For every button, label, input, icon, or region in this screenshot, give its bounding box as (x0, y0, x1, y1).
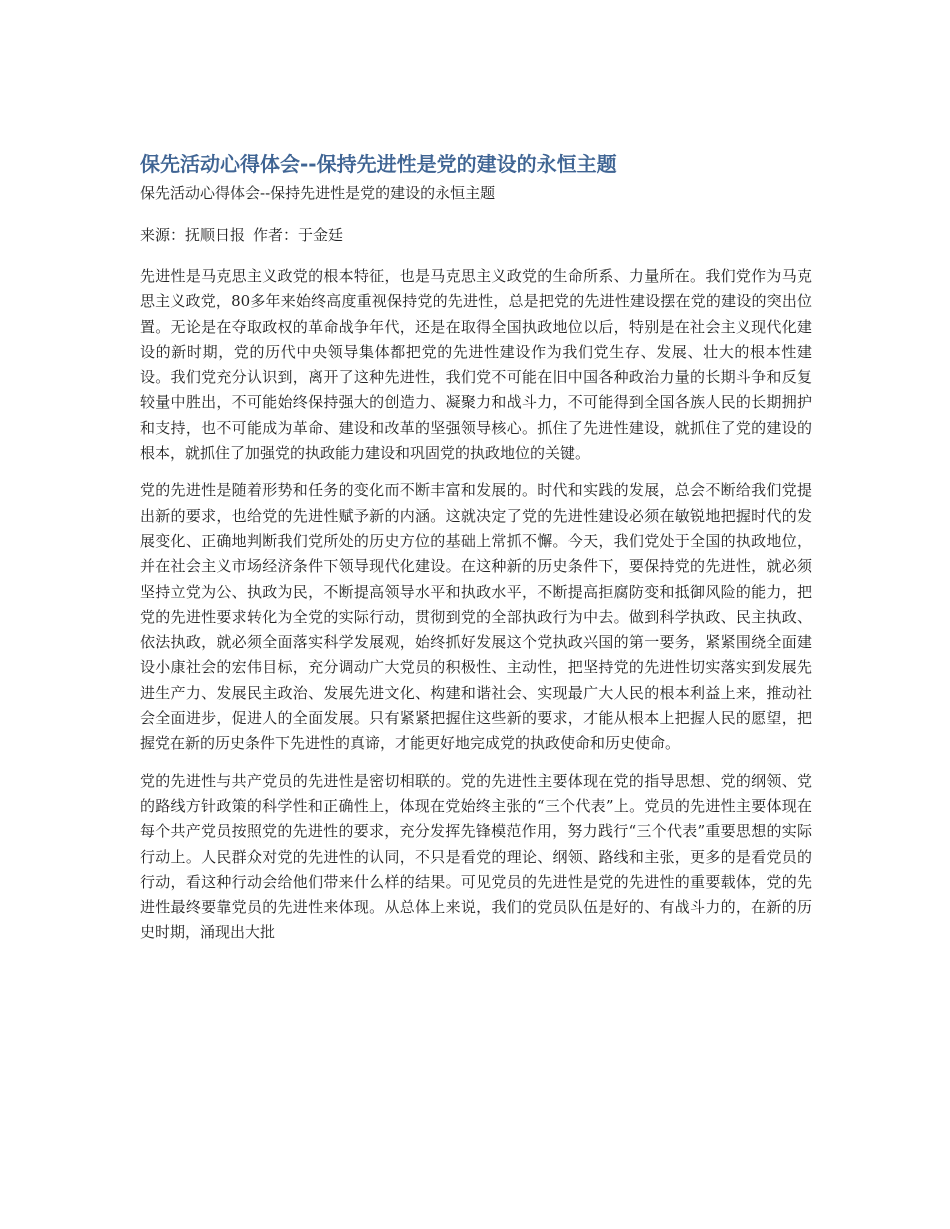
source-value: 抚顺日报 (185, 226, 246, 244)
source-line (140, 224, 812, 246)
document-title: 保先活动心得体会--保持先进性是党的建设的永恒主题 (140, 152, 617, 176)
paragraph-3: 党的先进性与共产党员的先进性是密切相联的。党的先进性主要体现在党的指导思想、党的纲领、党的路线方针政策的科学性和正确性上，体现在党始终主张的“三个代表”上。党员的先进性主要体现在每个共产党员按照党的先进性的要求，充分发挥先锋模范作用，努力践行“三个代表”重要思想的实际行动上。人民群众对党的先进性的认同，不只是看党的理论、纲领、路线和主张，更多的是看党员的行动，看这种行动会给他们带来什么样的结果。可见党员的先进性是党的先进性的重要载体，党的先进性最终要靠党员的先进性来体现。从总体上来说，我们的党员队伍是好的、有战斗力的，在新的历史时期，涌现出大批 (140, 771, 812, 942)
document-page (140, 150, 812, 946)
author-label: 作者： (253, 226, 299, 244)
paragraph-2: 党的先进性是随着形势和任务的变化而不断丰富和发展的。时代和实践的发展，总会不断给我们党提出新的要求，也给党的先进性赋予新的内涵。这就决定了党的先进性建设必须在敏锐地把握时代的发展变化、正确地判断我们党所处的历史方位的基础上常抓不懈。今天，我们党处于全国的执政地位，并在社会主义市场经济条件下领导现代化建设。在这种新的历史条件下，要保持党的先进性，就必须坚持立党为公、执政为民，不断提高领导水平和执政水平，不断提高拒腐防变和抵御风险的能力，把党的先进性要求转化为全党的实际行动，贯彻到党的全部执政行为中去。做到科学执政、民主执政、依法执政，就必须全面落实科学发展观，始终抓好发展这个党执政兴国的第一要务，紧紧围绕全面建设小康社会的宏伟目标，充分调动广大党员的积极性、主动性，把坚持党的先进性切实落实到发展先进生产力、发展民主政治、发展先进文化、构建和谐社会、实现最广大人民的根本利益上来，推动社会全面进步，促进人的全面发展。只有紧紧把握住这些新的要求，才能从根本上把握人民的愿望，把握党在新的历史条件下先进性的真谛，才能更好地完成党的执政使命和历史使命。 (140, 481, 812, 753)
document-subtitle: 保先活动心得体会--保持先进性是党的建设的永恒主题 (140, 184, 496, 202)
source-label: 来源： (140, 226, 186, 244)
author-value: 于金廷 (298, 226, 344, 244)
paragraph-1: 先进性是马克思主义政党的根本特征，也是马克思主义政党的生命所系、力量所在。我们党作为马克思主义政党，80多年来始终高度重视保持党的先进性，总是把党的先进性建设摆在党的建设的突出位置。无论是在夺取政权的革命战争年代，还是在取得全国执政地位以后，特别是在社会主义现代化建设的新时期，党的历代中央领导集体都把党的先进性建设作为我们党生存、发展、壮大的根本性建设。我们党充分认识到，离开了这种先进性，我们党不可能在旧中国各种政治力量的长期斗争和反复较量中胜出，不可能始终保持强大的创造力、凝聚力和战斗力，不可能得到全国各族人民的长期拥护和支持，也不可能成为革命、建设和改革的坚强领导核心。抓住了先进性建设，就抓住了党的建设的根本，就抓住了加强党的执政能力建设和巩固党的执政地位的关键。 (140, 267, 812, 463)
